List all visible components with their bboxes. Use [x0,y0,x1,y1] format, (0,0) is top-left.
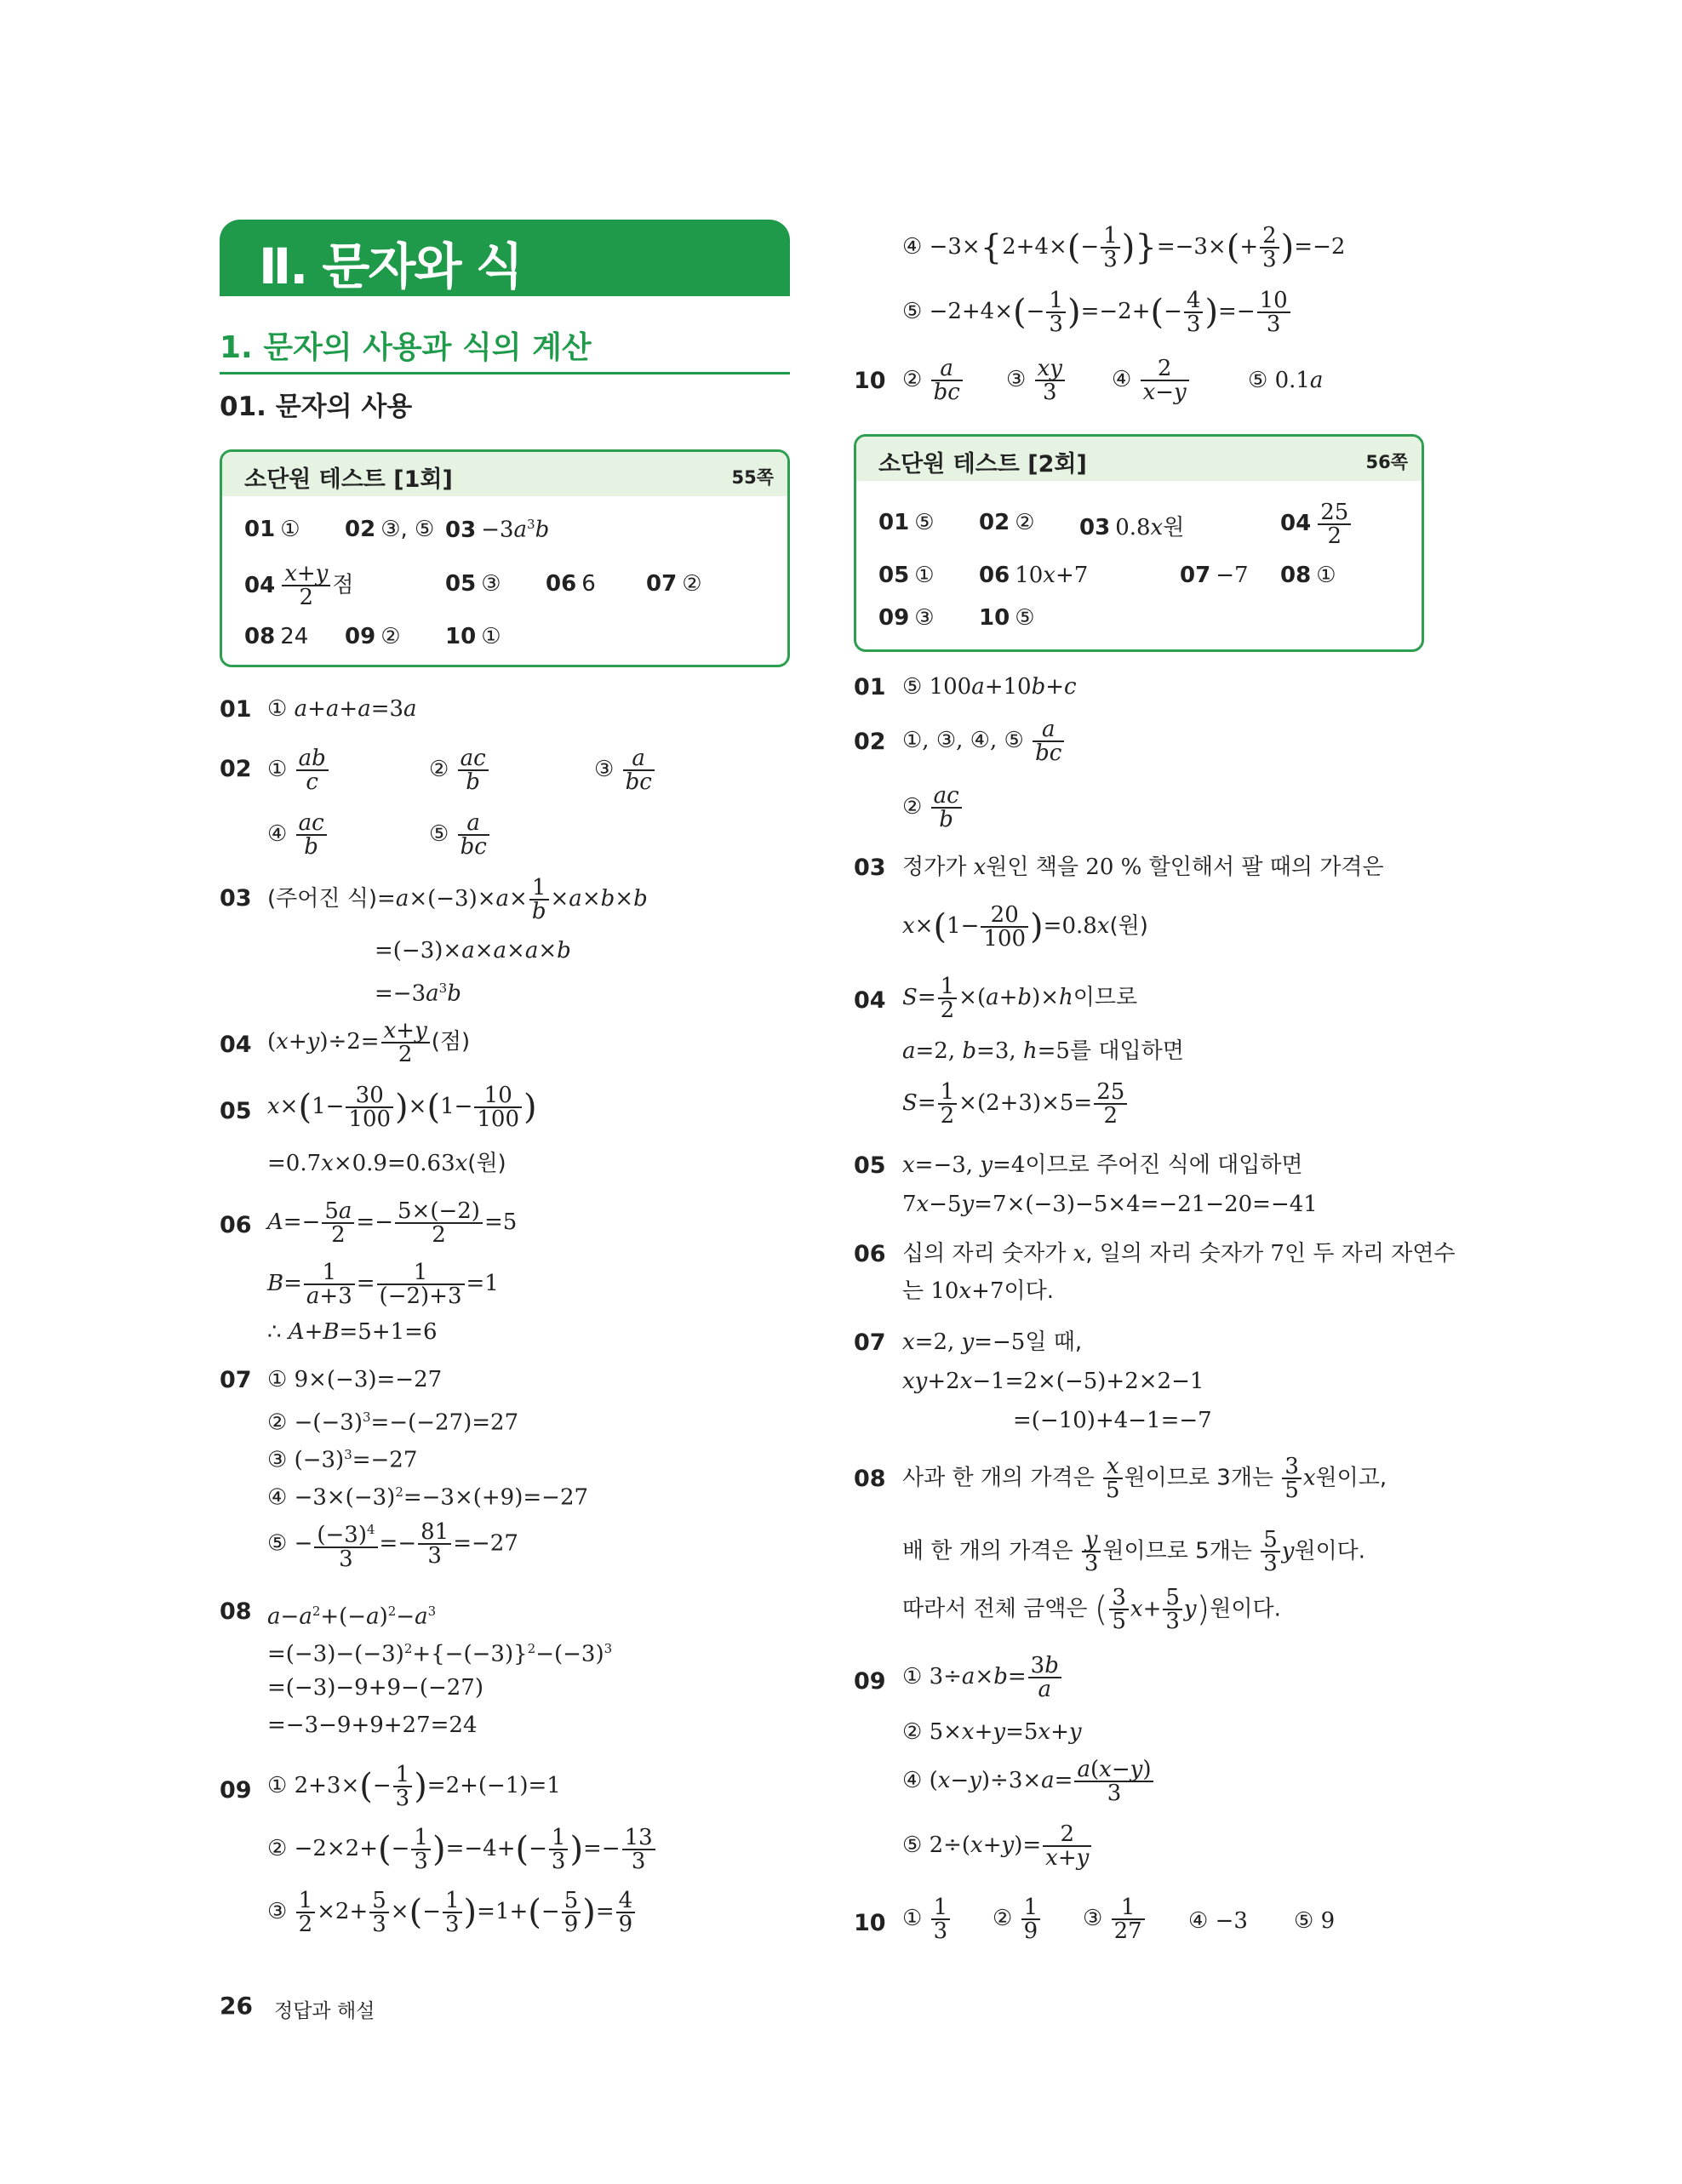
solution-line: ① 3÷a×b= $\frac{3b}{a}$ [902,1655,1063,1701]
solution-line: ⑤ −2+4×(− $\frac{1}{3}$ )=−2+(− $\frac{4}{3}$ )=− $\frac{10}{3}$ [902,289,1292,335]
solution-line: $=(-3)-(-3)^2+\{-(-3)\}^2-(-3)^3$ [267,1641,613,1667]
test-box-2-title: 소단원 테스트 [2회] [878,451,1087,477]
solution-line: xy+2x−1=2×(−5)+2×2−1 [902,1369,1204,1394]
solution-line: x×(1− $\frac{20}{100}$ )=0.8x(원) [902,902,1148,952]
problem-number: 09 [220,1777,252,1804]
solution-line: 사과 한 개의 가격은 $\frac{x}{5}$ 원이므로 3개는 $\frac{3}{5}$ x원이고, [902,1454,1387,1503]
answer: 03 0.8x원 [1079,515,1185,540]
solution-line: ① a+a+a=3a [267,696,417,722]
problem-number: 09 [854,1668,886,1695]
solution-line: ③ $\frac{xy}{3}$ [1006,357,1067,403]
problem-number: 02 [854,729,886,755]
footer-label: 정답과 해설 [274,2000,375,2022]
solution-line: ② $\frac{1}{9}$ [993,1896,1042,1942]
problem-number: 08 [220,1598,252,1625]
solution-line: ⑤ $\frac{a}{bc}$ [429,812,491,858]
test-box-2-header [856,437,1422,481]
answer: 02 ② [979,510,1035,535]
solution-line: $=-3a^3b$ [375,981,461,1007]
section-title: 1. 문자의 사용과 식의 계산 [220,330,592,365]
answer: 04 $\frac{25}{2}$ [1280,501,1353,547]
solution-line: ④ (x−y)÷3×a= $\frac{a(x-y)}{3}$ [902,1758,1155,1804]
chapter-header [220,220,790,296]
problem-number: 01 [220,696,252,723]
answer: 01 ① [244,517,300,542]
solution-line: ④ −3×{2+4×(− $\frac{1}{3}$ )}=−3×(+ $\frac{2}{3}$ )=−2 [902,223,1346,272]
solution-line: ③ $\frac{1}{2}$ ×2+ $\frac{5}{3}$ ×(− $\frac{1}{3}$ )=1+(− $\frac{5}{9}$ )= $\frac{4}{9}$ [267,1890,637,1935]
solution-line: =0.7x×0.9=0.63x(원) [267,1151,506,1176]
solution-line: ① 2+3×(− $\frac{1}{3}$ )=2+(−1)=1 [267,1762,561,1811]
problem-number: 10 [854,1910,886,1936]
solution-line: ② −2×2+(− $\frac{1}{3}$ )=−4+(− $\frac{1}{3}$ )=− $\frac{13}{3}$ [267,1827,657,1872]
solution-line: ② 5×x+y=5x+y [902,1719,1082,1745]
answer: 08 ① [1280,563,1336,588]
problem-number: 03 [854,855,886,881]
solution-line: =(−10)+4−1=−7 [1013,1408,1212,1433]
problem-number: 04 [220,1032,252,1058]
answer: 06 6 [546,571,596,597]
solution-line: 7x−5y=7×(−3)−5×4=−21−20=−41 [902,1192,1318,1217]
solution-line: (주어진 식)=a×(−3)×a× $\frac{1}{b}$ ×a×b×b [267,875,648,924]
solution-line: x=−3, y=4이므로 주어진 식에 대입하면 [902,1152,1303,1178]
problem-number: 08 [854,1466,886,1492]
solution-line: S= $\frac{1}{2}$ ×(a+b)×h이므로 [902,974,1138,1023]
test-box-2 [854,434,1424,652]
answer: 01 ⑤ [878,510,935,535]
solution-line: ④ −3 [1188,1908,1248,1934]
problem-number: 07 [854,1329,886,1356]
solution-line: B= $\frac{1}{a+3}$ = $\frac{1}{(-2)+3}$ =1 [267,1260,499,1309]
answer: 06 10x+7 [979,563,1089,588]
test-box-1-title: 소단원 테스트 [1회] [244,466,453,493]
answer: 10 ⑤ [979,605,1035,631]
solution-line: ③ $(-3)^3=-27$ [267,1447,418,1473]
solution-line: ①, ③, ④, ⑤ $\frac{a}{bc}$ [902,718,1066,764]
solution-line: x=2, y=−5일 때, [902,1329,1083,1355]
solution-line: ② $\frac{ac}{b}$ [902,785,964,831]
section-divider [220,372,790,374]
solution-line: ② $\frac{a}{bc}$ [902,357,964,403]
solution-line: (x+y)÷2= $\frac{x+y}{2}$ (점) [267,1018,471,1067]
solution-line: ② $\frac{ac}{b}$ [429,747,490,793]
solution-line: ④ $\frac{2}{x-y}$ [1112,357,1191,403]
solution-line: ① $\frac{ab}{c}$ [267,747,330,793]
solution-line: ④ $\frac{ac}{b}$ [267,812,329,858]
problem-number: 03 [220,885,252,912]
solution-line: ⑤ 2÷(x+y)= $\frac{2}{x+y}$ [902,1823,1093,1869]
solution-line: ① $\frac{1}{3}$ [902,1896,952,1942]
solution-line: ⑤ 0.1a [1248,368,1324,393]
answer: 08 24 [244,624,309,649]
solution-line: =(−3)−9+9−(−27) [267,1675,483,1701]
solution-line: 정가가 x원인 책을 20 % 할인해서 팔 때의 가격은 [902,855,1384,880]
answer: 05 ① [878,563,935,588]
solution-line: $a-a^2+(-a)^2-a^3$ [267,1604,437,1630]
answer: 09 ② [345,624,401,649]
test-box-1-page: 55쪽 [731,467,774,488]
problem-number: 01 [854,674,886,700]
solution-line: ④ $-3\times(-3)^2=-3\times(+9)=-27$ [267,1484,589,1511]
answer: 09 ③ [878,605,935,631]
solution-line: 따라서 전체 금액은 ( $\frac{3}{5}$ x+ $\frac{5}{3}$ y)원이다. [902,1585,1281,1634]
problem-number: 02 [220,756,252,782]
test-box-2-page: 56쪽 [1365,452,1408,472]
solution-line: x×(1− $\frac{30}{100}$ )×(1− $\frac{10}{100}$ ) [267,1083,537,1132]
solution-line: ③ $\frac{1}{27}$ [1083,1896,1147,1942]
solution-line: ⑤ 100a+10b+c [902,674,1077,700]
problem-number: 05 [220,1098,252,1124]
solution-line: S= $\frac{1}{2}$ ×(2+3)×5= $\frac{25}{2}$ [902,1081,1129,1127]
answer: 10 ① [445,624,501,649]
solution-line: ② $-(-3)^3=-(-27)=27$ [267,1409,519,1436]
solution-line: ① 9×(−3)=−27 [267,1367,443,1392]
answer: $03 -3a^3b$ [445,517,550,543]
test-box-1 [220,449,790,667]
subsection-title: 01. 문자의 사용 [220,392,413,422]
solution-line: ⑤ 9 [1294,1908,1336,1934]
solution-line: =(−3)×a×a×a×b [375,938,571,963]
solution-line: ⑤ − $\frac{(-3)^4}{3}$ =− $\frac{81}{3}$ =−27 [267,1519,518,1572]
problem-number: 04 [854,987,886,1014]
solution-line: 배 한 개의 가격은 $\frac{y}{3}$ 원이므로 5개는 $\frac{5}{3}$ y원이다. [902,1527,1366,1576]
solution-line: a=2, b=3, h=5를 대입하면 [902,1038,1184,1064]
test-box-1-header [222,452,787,496]
solution-line: =−3−9+9+27=24 [267,1712,478,1738]
page-number: 26 [220,1992,253,2020]
problem-number: 05 [854,1152,886,1179]
answer: 05 ③ [445,571,501,597]
answer: 04 $\frac{x+y}{2}$ 점 [244,561,354,610]
solution-line: A=− $\frac{5a}{2}$ =− $\frac{5\times(-2)}{2}$ =5 [267,1198,518,1248]
problem-number: 10 [854,368,886,394]
answer: 07 ② [646,571,702,597]
problem-number: 06 [854,1241,886,1267]
answer: 07 −7 [1180,563,1249,588]
solution-line: 는 10x+7이다. [902,1278,1054,1304]
solution-line: ∴ A+B=5+1=6 [267,1319,438,1345]
solution-line: 십의 자리 숫자가 x, 일의 자리 숫자가 7인 두 자리 자연수 [902,1241,1456,1266]
problem-number: 06 [220,1212,252,1238]
problem-number: 07 [220,1367,252,1393]
answer: 02 ③, ⑤ [345,517,435,542]
chapter-title: Ⅱ. 문자와 식 [259,237,522,295]
solution-line: ③ $\frac{a}{bc}$ [594,747,656,793]
